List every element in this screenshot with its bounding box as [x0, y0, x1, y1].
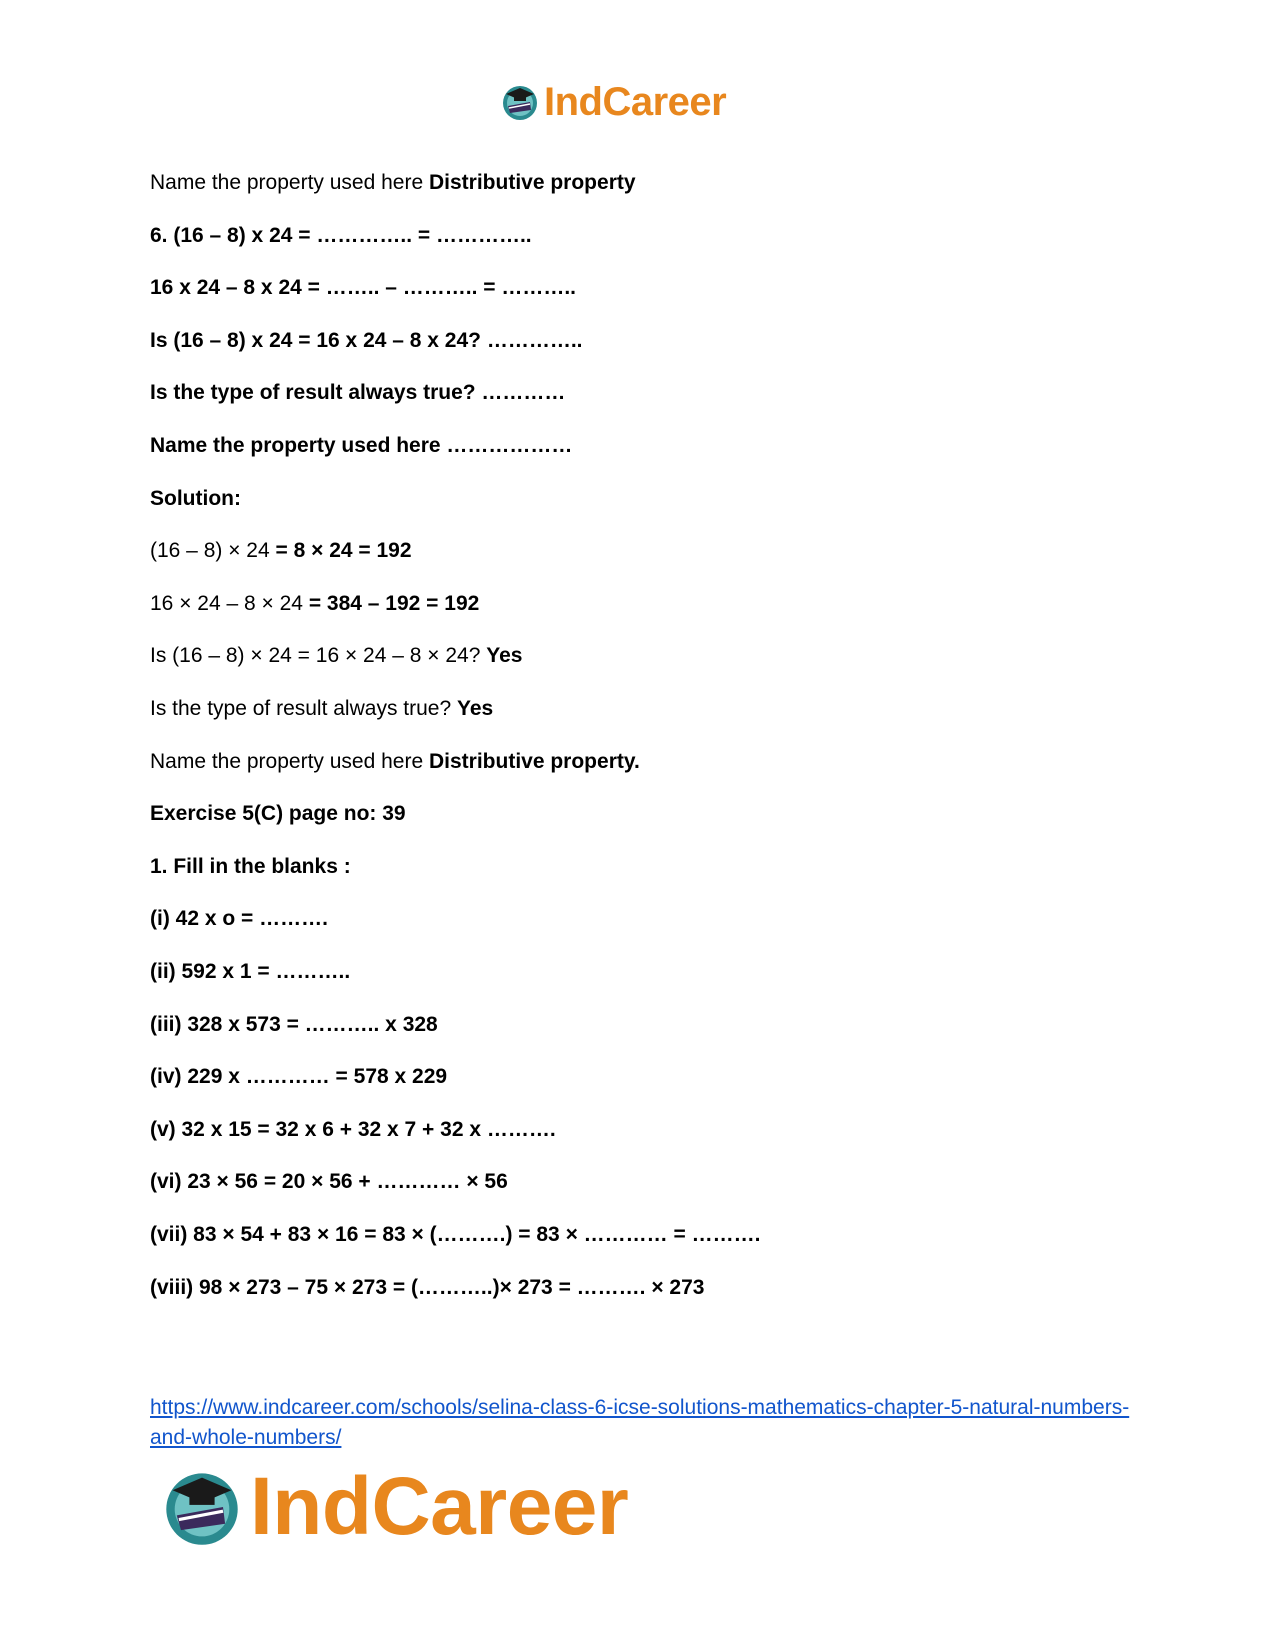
question-heading: 6. (16 – 8) x 24 = ………….. = ………….. — [150, 224, 532, 247]
text-line: Is the type of result always true? ………… — [150, 381, 566, 404]
question-heading: 1. Fill in the blanks : — [150, 855, 351, 878]
question-item: (i) 42 x o = ………. — [150, 907, 328, 930]
header-logo-text: IndCareer — [544, 79, 727, 124]
question-item: (vii) 83 × 54 + 83 × 16 = 83 × (……….) = 83 × ………… = ………. — [150, 1223, 761, 1246]
question-item: (v) 32 x 15 = 32 x 6 + 32 x 7 + 32 x ………. — [150, 1118, 556, 1141]
graduation-globe-icon — [500, 82, 540, 122]
text-line: Is (16 – 8) x 24 = 16 x 24 – 8 x 24? ………….. — [150, 329, 583, 352]
footer-logo-text: IndCareer — [250, 1461, 629, 1552]
solution-line: Is (16 – 8) × 24 = 16 × 24 – 8 × 24? Yes — [150, 644, 523, 667]
exercise-heading: Exercise 5(C) page no: 39 — [150, 802, 406, 825]
solution-line: Is the type of result always true? Yes — [150, 697, 494, 720]
question-item: (vi) 23 × 56 = 20 × 56 + ………… × 56 — [150, 1170, 508, 1193]
source-link[interactable]: https://www.indcareer.com/schools/selina-class-6-icse-solutions-mathematics-chapter-5-natural-numbers-and-whole-numbers/ — [150, 1396, 1130, 1449]
solution-heading: Solution: — [150, 487, 241, 510]
question-item: (ii) 592 x 1 = ……….. — [150, 960, 351, 983]
text-line: 16 x 24 – 8 x 24 = …….. – ……….. = ……….. — [150, 276, 577, 299]
footer-logo — [160, 1462, 628, 1552]
solution-line: Name the property used here Distributive property. — [150, 750, 640, 773]
text-line: Name the property used here ……………… — [150, 434, 573, 457]
text-line: Name the property used here Distributive property — [150, 171, 636, 194]
header-logo — [500, 78, 726, 126]
solution-line: 16 × 24 – 8 × 24 = 384 – 192 = 192 — [150, 592, 480, 615]
question-item: (iv) 229 x ………… = 578 x 229 — [150, 1065, 448, 1088]
graduation-globe-icon — [160, 1465, 244, 1549]
question-item: (iii) 328 x 573 = ……….. x 328 — [150, 1013, 438, 1036]
question-item: (viii) 98 × 273 – 75 × 273 = (………..)× 273 = ………. × 273 — [150, 1276, 705, 1299]
solution-line: (16 – 8) × 24 = 8 × 24 = 192 — [150, 539, 412, 562]
